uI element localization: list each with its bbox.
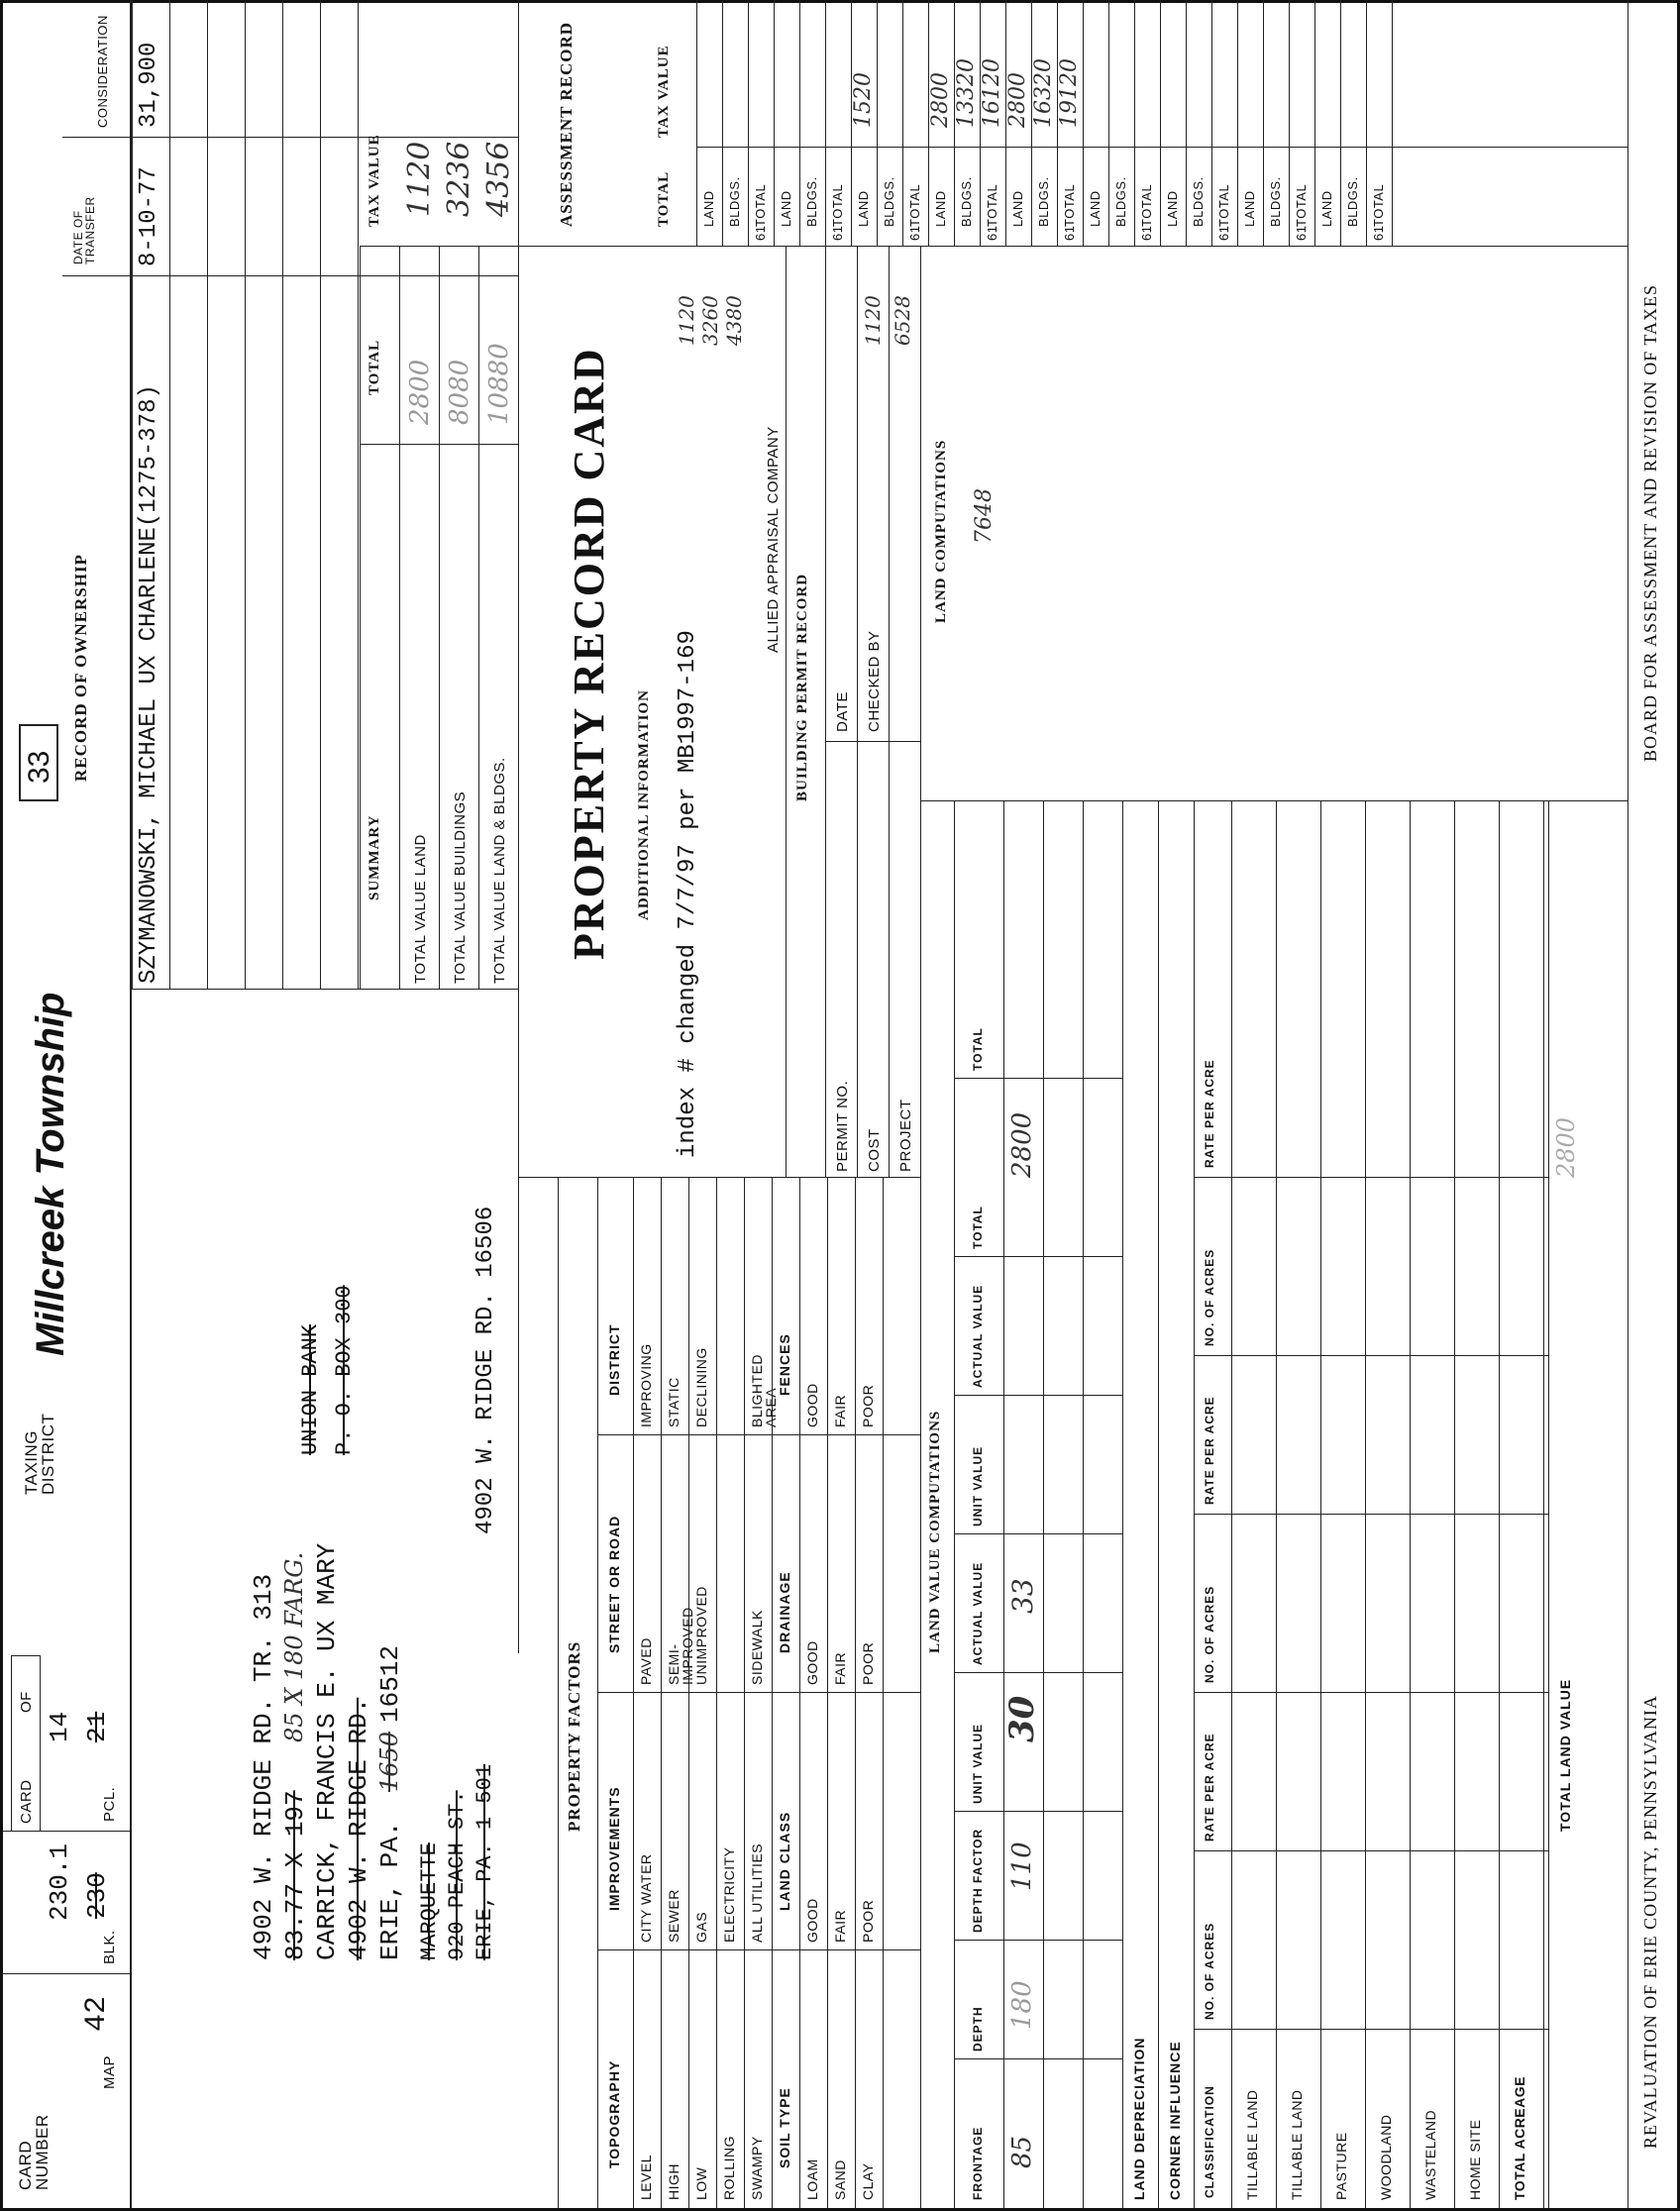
assessment-line (1314, 0, 1315, 247)
factor-item: SIDEWALK (749, 1610, 765, 1685)
factor-item: LOAM (804, 2158, 820, 2200)
land-value-header: ACTUAL VALUE (971, 1284, 985, 1388)
summary-total-land-bldgs-label: TOTAL VALUE LAND & BLDGS. (491, 757, 508, 984)
assessment-line-label: TOTAL (753, 183, 768, 227)
assessment-line-label: BLDGS. (1113, 176, 1128, 227)
assessment-value: 16120 (980, 58, 1004, 128)
classification-item: PASTURE (1333, 2132, 1349, 2200)
classification-header: RATE PER ACRE (1203, 1733, 1216, 1842)
land-value-header: TOTAL (971, 1027, 985, 1071)
factor-row-line (716, 1178, 717, 2208)
depth-factor-value: 110 (1007, 1842, 1037, 1891)
assessment-line-label: LAND (1319, 190, 1334, 227)
classification-item: TOTAL ACREAGE (1512, 2076, 1527, 2200)
factor-item: DECLINING (693, 1347, 709, 1427)
project-label: PROJECT (897, 1099, 914, 1172)
assessment-value: 1520 (851, 72, 876, 128)
factor-header: DRAINAGE (777, 1571, 792, 1653)
factor-item: BLIGHTED AREA (749, 1353, 779, 1427)
assessment-line-label: BLDGS. (1191, 176, 1206, 227)
classification-line (1365, 801, 1366, 2208)
factor-item: FAIR (832, 1651, 848, 1685)
classification-item: WASTELAND (1422, 2109, 1438, 2200)
assessment-line-label: TOTAL (1139, 183, 1154, 227)
land-value-header: ACTUAL VALUE (971, 1561, 985, 1665)
zip-code: 16512 (375, 1644, 405, 1723)
permit-title: BUILDING PERMIT RECORD (794, 573, 810, 801)
land-value-col-line (954, 1811, 1122, 1812)
assessment-line-label: LAND (701, 190, 716, 227)
factor-row-line (772, 1178, 773, 2208)
assessment-line-label: BLDGS. (1345, 176, 1360, 227)
classification-header: NO. OF ACRES (1203, 1922, 1216, 2020)
factor-row-line (827, 1178, 828, 2208)
factor-header: DISTRICT (606, 1323, 622, 1396)
transfer-date: 8-10-77 (136, 166, 162, 266)
depth-value: 180 (1007, 1980, 1037, 2030)
classification-line (1410, 801, 1411, 2208)
classification-line (1231, 801, 1232, 2208)
factor-item: LOW (693, 2166, 709, 2200)
corner-influence: CORNER INFLUENCE (1167, 2041, 1183, 2200)
land-value-col-line (954, 1078, 1122, 1079)
assessment-line (1392, 0, 1393, 247)
classification-item: WOODLAND (1378, 2114, 1394, 2200)
factor-item: POOR (860, 1641, 876, 1685)
factor-header: IMPROVEMENTS (606, 1786, 622, 1911)
address-line2-struck: 83.77 X 197 (280, 1790, 310, 1960)
summary-land-tax: 1120 (402, 141, 437, 217)
land-value-col-line (954, 1672, 1122, 1673)
land-comp-title: LAND COMPUTATIONS (933, 439, 949, 623)
assessment-line (902, 0, 903, 247)
card-number-label: CARD NUMBER (16, 2114, 52, 2190)
blk-value: 230.1 (45, 1842, 74, 1921)
assessment-line-label: TOTAL (1216, 183, 1231, 227)
assessment-year-mark: 61 (830, 225, 845, 241)
factor-item: CITY WATER (638, 1853, 654, 1943)
factors-title: PROPERTY FACTORS (565, 1640, 583, 1832)
of-label: OF (18, 1691, 35, 1713)
map-value: 42 (80, 1995, 114, 2032)
land-value-col-line (954, 1940, 1122, 1941)
factor-item: CLAY (860, 2162, 876, 2200)
permit-date-label: DATE (834, 691, 851, 732)
classification-header: RATE PER ACRE (1203, 1059, 1216, 1168)
assessment-line (1263, 0, 1264, 247)
permit-no-label: PERMIT NO. (834, 1080, 851, 1172)
land-value-header: UNIT VALUE (971, 1445, 985, 1527)
summary-tax-label: TAX VALUE (367, 134, 382, 227)
land-depreciation: LAND DEPRECIATION (1131, 2037, 1147, 2200)
assessment-line (1186, 0, 1187, 247)
factor-item: UNIMPROVED (693, 1586, 709, 1685)
classification-line (1543, 801, 1544, 2208)
classification-item: TILLABLE LAND (1289, 2089, 1305, 2200)
assessment-line (1237, 0, 1238, 247)
classification-line (1499, 801, 1500, 2208)
taxing-district-label: TAXING DISTRICT (22, 1413, 57, 1495)
assessment-line (1134, 0, 1135, 247)
card-label: CARD (18, 1779, 35, 1824)
assessment-line-label: LAND (1242, 190, 1257, 227)
land-value-col-line (954, 2058, 1122, 2059)
checked-by-label: CHECKED BY (866, 630, 883, 732)
marquette-struck: MARQUETTE (417, 1842, 442, 1960)
factor-item: SAND (832, 2159, 848, 2200)
classification-item: TILLABLE LAND (1244, 2089, 1260, 2200)
assessment-value: 16320 (1031, 58, 1056, 128)
land-value-col-line (954, 1395, 1122, 1396)
classification-header: NO. OF ACRES (1203, 1248, 1216, 1346)
assessment-line (774, 0, 775, 247)
zip-hand-struck: 1650 (375, 1731, 403, 1792)
pcl-label: PCL. (101, 1786, 118, 1822)
factor-item: POOR (860, 1899, 876, 1943)
assessment-title: ASSESSMENT RECORD (557, 21, 576, 227)
row-total: 2800 (1007, 1111, 1037, 1178)
classification-item: HOME SITE (1467, 2119, 1483, 2200)
address-line2-hand: 85 X 180 FARG. (280, 1551, 308, 1742)
factor-item: FAIR (832, 1909, 848, 1943)
assessment-line (748, 0, 749, 247)
additional-hand-2: 3260 (698, 295, 722, 346)
peach-struck: 920 PEACH ST. (445, 1790, 470, 1960)
assessment-line-label: BLDGS. (1268, 176, 1283, 227)
summary-total-label: TOTAL (367, 339, 382, 395)
factor-row-line (883, 1178, 884, 2208)
additional-info-title: ADDITIONAL INFORMATION (636, 689, 652, 920)
permit-project-hand: 6528 (891, 295, 914, 346)
bank-struck: UNION BANK (298, 1323, 323, 1455)
land-value-col-line (954, 1256, 1122, 1257)
assessment-line-label: BLDGS. (882, 176, 896, 227)
land-value-header: UNIT VALUE (971, 1723, 985, 1804)
summary-all-total: 10880 (484, 343, 514, 425)
land-value-header: TOTAL (971, 1206, 985, 1249)
additional-hand-1: 1120 (675, 295, 698, 346)
classification-header: CLASSIFICATION (1203, 2085, 1216, 2198)
total-land-value-label: TOTAL LAND VALUE (1557, 1678, 1573, 1832)
summary-buildings-label: TOTAL VALUE BUILDINGS (452, 790, 469, 984)
map-label: MAP (101, 2054, 118, 2089)
factor-item: GOOD (804, 1383, 820, 1427)
owner-prior-name: CARRICK, FRANCIS E. UX MARY (312, 1542, 342, 1960)
assessment-divider (696, 147, 1628, 148)
classification-header: NO. OF ACRES (1203, 1585, 1216, 1683)
assessment-line-label: LAND (1088, 190, 1102, 227)
land-value-col-line (954, 1533, 1122, 1534)
land-comp-value: 7648 (972, 488, 997, 544)
date-of-transfer-label: DATE OF TRANSFER (71, 196, 97, 264)
assessment-year-mark: 61 (1294, 225, 1309, 241)
assessment-line (1289, 0, 1290, 247)
factor-item: GOOD (804, 1640, 820, 1685)
owner-name: SZYMANOWSKI, MICHAEL UX CHARLENE(1275-378) (136, 384, 162, 984)
factor-row-line (661, 1178, 662, 2208)
factor-item: ELECTRICITY (721, 1846, 737, 1943)
factor-item: PAVED (638, 1637, 654, 1685)
factor-item: LEVEL (638, 2154, 654, 2200)
assessment-line-label: TOTAL (1371, 183, 1386, 227)
assessment-year-mark: 61 (1062, 225, 1077, 241)
factor-header: FENCES (777, 1333, 792, 1396)
summary-title: SUMMARY (367, 814, 382, 900)
pcl-struck: 21 (82, 1711, 112, 1742)
consideration-value: 31,900 (136, 42, 162, 128)
additional-info-text: index # changed 7/7/97 per MB1997-169 (675, 630, 701, 1158)
pcl-value: 14 (45, 1711, 74, 1742)
factor-row-line (688, 1178, 689, 2208)
land-value-header: DEPTH FACTOR (971, 1828, 985, 1933)
assessment-line-label: BLDGS. (959, 176, 974, 227)
additional-hand-3: 4380 (722, 295, 746, 346)
assessment-line-label: TOTAL (907, 183, 922, 227)
summary-all-tax: 4356 (481, 141, 516, 217)
assessment-line (722, 0, 723, 247)
factor-header: LAND CLASS (777, 1811, 792, 1911)
assessment-year-mark: 61 (985, 225, 999, 241)
factor-item: FAIR (832, 1394, 848, 1427)
assessment-line-label: LAND (1165, 190, 1180, 227)
total-land-value-hand: 2800 (1552, 1116, 1580, 1178)
consideration-label: CONSIDERATION (95, 15, 110, 128)
card-box-number: 33 (23, 750, 55, 784)
assessment-line-label: TOTAL (1062, 183, 1077, 227)
assessment-year-mark: 61 (907, 225, 922, 241)
blk-label: BLK. (101, 1930, 118, 1964)
classification-col-line (1194, 1514, 1548, 1515)
assessment-line (825, 0, 826, 247)
factor-row-line (633, 1178, 634, 2208)
erie-struck: ERIE, PA. 1 501 (472, 1763, 497, 1960)
factor-header: STREET OR ROAD (606, 1515, 622, 1653)
frontage-value: 85 (1007, 2135, 1037, 2168)
district-name: Millcreek Township (29, 992, 72, 1356)
factor-item: SEWER (666, 1889, 682, 1943)
cost-label: COST (866, 1128, 883, 1172)
assessment-line-label: TOTAL (1294, 183, 1309, 227)
footer-left: REVALUATION OF ERIE COUNTY, PENNSYLVANIA (1640, 1695, 1660, 2149)
actual-value: 33 (1006, 1578, 1039, 1614)
unit-value: 30 (1002, 1695, 1042, 1742)
factor-header: TOPOGRAPHY (606, 2059, 622, 2168)
factor-row-line (799, 1178, 800, 2208)
assessment-year-mark: 61 (1216, 225, 1231, 241)
factor-item: SWAMPY (749, 2136, 765, 2200)
assessment-line-label: BLDGS. (1036, 176, 1051, 227)
classification-col-line (1194, 1177, 1548, 1178)
classification-col-line (1194, 1355, 1548, 1356)
assessment-line-label: TOTAL (830, 183, 845, 227)
permit-cost-hand: 1120 (861, 295, 885, 346)
assessment-line (1108, 0, 1109, 247)
land-value-header: DEPTH (971, 2006, 985, 2052)
assessment-line (1160, 0, 1161, 247)
factor-item: SEMI- IMPROVED (666, 1607, 695, 1685)
factor-header: SOIL TYPE (777, 2087, 792, 2168)
factor-item: IMPROVING (638, 1343, 654, 1427)
factor-item: GOOD (804, 1898, 820, 1943)
summary-buildings-total: 8080 (445, 359, 474, 425)
assessment-line-label: LAND (856, 190, 871, 227)
assessment-value: 19120 (1057, 58, 1082, 128)
classification-col-line (1194, 1692, 1548, 1693)
classification-col-line (1194, 1850, 1548, 1851)
prc-title: PROPERTY RECORD CARD (565, 347, 613, 960)
factor-row-line (855, 1178, 856, 2208)
assessment-line (1366, 0, 1367, 247)
assessment-value: 2800 (928, 72, 953, 128)
assessment-value: 13320 (954, 58, 979, 128)
factor-item: GAS (693, 1911, 709, 1943)
assessment-tax-header: TAX VALUE (656, 45, 672, 138)
ownership-title: RECORD OF OWNERSHIP (71, 554, 90, 782)
blk-struck: 230 (82, 1872, 112, 1919)
classification-line (1454, 801, 1455, 2208)
assessment-total-header: TOTAL (656, 170, 672, 227)
summary-buildings-tax: 3236 (442, 141, 476, 217)
city-state: ERIE, PA. (375, 1821, 405, 1960)
assessment-line-label: BLDGS. (727, 176, 742, 227)
classification-col-line (1194, 2029, 1548, 2030)
assessment-line (1083, 0, 1084, 247)
prior-street-struck: 4902 W. RIDGE RD. (344, 1697, 373, 1960)
factor-item: HIGH (666, 2163, 682, 2200)
assessment-line-label: LAND (1010, 190, 1025, 227)
box-struck: P. O. BOX 300 (332, 1285, 357, 1455)
land-value-title: LAND VALUE COMPUTATIONS (927, 1410, 943, 1653)
land-value-header: FRONTAGE (971, 2126, 985, 2200)
summary-land-total: 2800 (405, 359, 435, 425)
assessment-value: 2800 (1005, 72, 1030, 128)
assessment-line (877, 0, 878, 247)
assessment-year-mark: 61 (753, 225, 768, 241)
factor-item: ROLLING (721, 2136, 737, 2200)
assessment-line-label: TOTAL (985, 183, 999, 227)
factor-row-line (744, 1178, 745, 2208)
assessment-line-label: BLDGS. (804, 176, 819, 227)
assessment-year-mark: 61 (1371, 225, 1386, 241)
appraisal-company: ALLIED APPRAISAL COMPANY (765, 426, 782, 653)
factor-item: ALL UTILITIES (749, 1842, 765, 1943)
property-address: 4902 W. RIDGE RD. 16506 (472, 1206, 499, 1534)
assessment-line-label: LAND (933, 190, 948, 227)
footer-right: BOARD FOR ASSESSMENT AND REVISION OF TAXES (1640, 284, 1660, 762)
summary-land-label: TOTAL VALUE LAND (412, 834, 429, 984)
address-line1: 4902 W. RIDGE RD. TR. 313 (249, 1573, 278, 1960)
assessment-line-label: LAND (779, 190, 793, 227)
assessment-line (1340, 0, 1341, 247)
classification-line (1276, 801, 1277, 2208)
assessment-line (1211, 0, 1212, 247)
classification-header: RATE PER ACRE (1203, 1396, 1216, 1505)
assessment-line (799, 0, 800, 247)
factor-item: POOR (860, 1384, 876, 1427)
assessment-year-mark: 61 (1139, 225, 1154, 241)
classification-line (1320, 801, 1321, 2208)
factor-item: STATIC (666, 1377, 682, 1427)
